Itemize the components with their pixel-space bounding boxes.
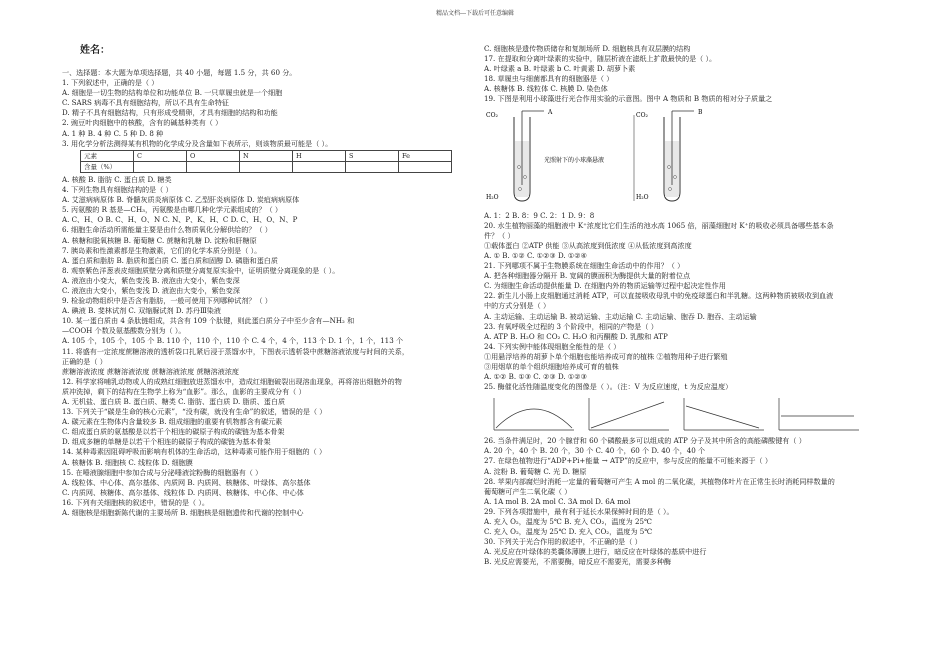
question-line: 7. 胰岛素和性激素都是生物激素，它们的化学本质分别是（ ）。 — [62, 245, 262, 255]
question-line: A. 线粒体、中心体、高尔基体、内质网 B. 内质网、核糖体、叶绿体、高尔基体 — [62, 477, 311, 487]
question-line: A. ① B. ①② C. ①②③ D. ①②④ — [484, 250, 587, 260]
question-line: A. 蛋白质和脂肪 B. 脂质和蛋白质 C. 蛋白质和固醇 D. 磷脂和蛋白质 — [62, 255, 278, 265]
element-table — [80, 150, 452, 173]
table-cell: Fe — [399, 150, 452, 161]
question-line: 13. 下列关于“碳是生命的核心元素”，“没有碳，就没有生命”的叙述，错误的是（ ） — [62, 407, 327, 417]
question-line: 23. 有氧呼吸全过程的 3 个阶段中，相同的产物是（ ） — [484, 321, 658, 331]
table-cell: O — [187, 150, 240, 161]
question-line: 28. 苹果内部腐烂时消耗一定量的葡萄糖可产生 A mol 的二氧化碳，其植物体叶片在正常生长时消耗同样数量的 — [484, 476, 835, 486]
question-line: A. 核酸 B. 脂肪 C. 蛋白质 D. 糖类 — [62, 174, 172, 184]
question-line: 11. 将盛有一定浓度蔗糖溶液的透析袋口扎紧后浸于蒸馏水中，下图表示透析袋中蔗糖溶液浓度与时间的关系， — [62, 346, 409, 356]
table-cell — [187, 161, 240, 172]
question-line: 21. 下列哪项不属于生物膜系统在细胞生命活动中的作用？（ ） — [484, 261, 685, 271]
question-line: ①载体蛋白 ②ATP 供能 ③从高浓度到低浓度 ④从低浓度到高浓度 — [484, 240, 692, 250]
question-line: A. 1：2 B. 8：9 C. 2：1 D. 9：8 — [484, 210, 595, 220]
question-line: A. 细胞是一切生物的结构单位和功能单位 B. 一只草履虫就是一个细胞 — [62, 88, 283, 98]
enzyme-temperature-graphs — [484, 394, 876, 434]
question-line: 8. 观察紫色洋葱表皮细胞质壁分离和质壁分离复原实验中，证明质壁分离现象的是（ ）。 — [62, 265, 340, 275]
question-line: 9. 检验动物组织中是否含有脂肪，一般可使用下列哪种试剂？（ ） — [62, 296, 272, 306]
table-cell: C — [134, 150, 187, 161]
question-line: 葡萄糖可产生二氧化碳（ ） — [484, 486, 572, 496]
question-line: C. 液泡由大变小，紫色变浅 D. 液泡由大变小，紫色变深 — [62, 285, 240, 295]
question-line: A. 1A mol B. 2A mol C. 3A mol D. 6A mol — [484, 496, 631, 506]
table-cell — [346, 161, 399, 172]
question-line: A. ①② B. ①③ C. ②③ D. ①②③ — [484, 372, 587, 382]
enzyme-graph-set — [484, 394, 864, 434]
question-line: ①用悬浮培养的胡萝卜单个细胞也能培养成可育的植株 ②植物用种子进行繁殖 — [484, 351, 728, 361]
question-line: 19. 下图是利用小球藻进行光合作用实验的示意图。图中 A 物质和 B 物质的相对分子质量之 — [484, 94, 773, 104]
question-line: C. 组成蛋白质的氨基酸是以若干个相连的碳原子构成的碳链为基本骨架 — [62, 427, 285, 437]
question-line: 6. 细胞生命活动所需能量主要是由什么物质氧化分解供给的？（ ） — [62, 225, 272, 235]
question-line: A. 105 个，105 个，105 个 B. 110 个，110 个，110 个 C. 4 个，4 个，113 个 D. 1 个，1 个，113 个 — [62, 336, 404, 346]
question-line: A. 碳元素在生物体内含量较多 B. 组成细胞的重要有机物都含有碳元素 — [62, 417, 283, 427]
question-line: C. 内质网、核糖体、高尔基体、线粒体 D. 内质网、核糖体、中心体、中心体 — [62, 487, 304, 497]
question-line: ③用烟草的单个组织细胞培养成可育的植株 — [484, 361, 619, 371]
question-line: 24. 下列实例中能体现细胞全能性的是（ ） — [484, 341, 621, 351]
question-line: 质冲洗掉，剩下的结构在生物学上称为“血影”。那么，血影的主要成分有（ ） — [62, 386, 306, 396]
question-line: A. 核糖体 B. 线粒体 C. 核膜 D. 染色体 — [484, 84, 608, 94]
question-line: 5. 丙氨酸的 R 基是—CH₃，丙氨酸是由哪几种化学元素组成的？（ ） — [62, 205, 283, 215]
h2o-label-left: H₂O — [486, 193, 499, 201]
question-line: A. 主动运输、主动运输 B. 被动运输、主动运输 C. 主动运输、胞吞 D. 胞吞、主动运输 — [484, 311, 757, 321]
question-line: D. 组成多糖的单糖是以若干个相连的碳原子构成的碳链为基本骨架 — [62, 437, 271, 447]
question-line: 18. 草履虫与细菌都具有的细胞器是（ ） — [484, 74, 614, 84]
table-cell: H — [293, 150, 346, 161]
question-line: A. C、H、O B. C、H、O、N C. N、P、K、H、C D. C、H、O、N、P — [62, 215, 298, 225]
co2-label-left: CO₂ — [486, 111, 498, 119]
question-line: 正确的是（ ） — [62, 356, 107, 366]
algae-experiment-figure — [484, 107, 876, 209]
question-line: 20. 水生植物丽藻的细胞液中 K⁺浓度比它们生活的池水高 1065 倍，丽藻细胞对 K⁺的吸收必须具备哪些基本条 — [484, 220, 834, 230]
question-line: 25. 酶催化活性随温度变化的图像是（ ）。（注：V 为反应速度，t 为反应温度） — [484, 382, 733, 392]
question-line: 30. 下列关于光合作用的叙述中，不正确的是（ ） — [484, 537, 642, 547]
question-line: 26. 当条件满足时，20 个腺苷和 60 个磷酸最多可以组成的 ATP 分子及其中所含的高能磷酸键有（ ） — [484, 436, 806, 446]
question-line: A. 液泡由小变大，紫色变浅 B. 液泡由大变小，紫色变深 — [62, 275, 240, 285]
question-line: A. 细胞核是细胞新陈代谢的主要场所 B. 细胞核是细胞遗传和代谢的控制中心 — [62, 508, 304, 518]
name-label: 姓名： — [80, 45, 110, 56]
table-cell — [293, 161, 346, 172]
question-line: 10. 某一蛋白质由 4 条肽链组成，共含有 109 个肽键，则此蛋白质分子中至少含有—NH₂ 和 — [62, 316, 355, 326]
table-cell — [134, 161, 187, 172]
question-line: 14. 某种毒素因阻碍呼吸而影响有机体的生命活动，这种毒素可能作用于细胞的（ ） — [62, 447, 327, 457]
question-line: 16. 下列有关细胞核的叙述中，错误的是（ ）。 — [62, 497, 210, 507]
page-header: 精品文档---下载后可任意编辑 — [435, 10, 515, 17]
question-line: 29. 下列各项措施中，最有利于延长水果保鲜时间的是（ ）。 — [484, 506, 674, 516]
question-line: A. 叶绿素 a B. 叶绿素 b C. 叶黄素 D. 胡萝卜素 — [484, 64, 636, 74]
question-line: A. 20 个，40 个 B. 20 个，30 个 C. 40 个，60 个 D. 40 个，40 个 — [484, 446, 706, 456]
question-line: 1. 下列叙述中，正确的是（ ） — [62, 78, 159, 88]
question-line: A. 淀粉 B. 葡萄糖 C. 光 D. 糖原 — [484, 466, 587, 476]
question-line: 蔗糖溶液浓度 蔗糖溶液浓度 蔗糖溶液浓度 蔗糖溶液浓度 — [62, 366, 240, 376]
question-line: 中的方式分别是（ ） — [484, 301, 551, 311]
question-line: A. ATP B. H₂O 和 CO₂ C. H₂O 和丙酮酸 D. 乳酸和 ATP — [484, 331, 668, 341]
question-line: C. 充入 O₂，温度为 25℃ D. 充入 CO₂，温度为 5℃ — [484, 527, 653, 537]
question-line: 15. 在唾液腺细胞中参加合成与分泌唾液淀粉酶的细胞器有（ ） — [62, 467, 263, 477]
table-cell: 元素 — [81, 150, 134, 161]
gas-a-label: A — [548, 108, 553, 116]
question-line: 4. 下列生物具有细胞结构的是（ ） — [62, 185, 173, 195]
question-line: A. 光反应在叶绿体的类囊体薄膜上进行，暗反应在叶绿体的基质中进行 — [484, 547, 707, 557]
question-line: 27. 在绿色植物进行“ADP+Pi+能量 → ATP”的反应中，参与反应的能量不可能来源于（ ） — [484, 456, 772, 466]
question-line: B. 光反应需要光，不需要酶，暗反应不需要光，需要多种酶 — [484, 557, 672, 567]
question-line: 3. 用化学分析法测得某有机物的化学成分及含量如下表所示，则该物质最可能是（ ）。 — [62, 138, 333, 148]
question-line: 件？（ ） — [484, 230, 515, 240]
question-line: 一、选择题：本大题为单项选择题，共 40 小题，每题 1.5 分，共 60 分。 — [62, 68, 297, 77]
table-cell: S — [346, 150, 399, 161]
table-cell — [399, 161, 452, 172]
question-line: D. 精子不具有细胞结构，只有形成受精卵，才具有细胞的结构和功能 — [62, 108, 278, 118]
question-line: A. 充入 O₂，温度为 5℃ B. 充入 CO₂，温度为 25℃ — [484, 517, 652, 526]
question-line: A. 碘液 B. 斐林试剂 C. 双缩脲试剂 D. 苏丹Ⅲ染液 — [62, 306, 221, 316]
test-tube-diagram — [484, 107, 784, 207]
right-column — [484, 44, 876, 567]
table-cell: N — [240, 150, 293, 161]
question-line: C. 为细胞生命活动提供能量 D. 在细胞内外的物质运输等过程中起决定性作用 — [484, 281, 726, 291]
question-line: A. 把各种细胞器分隔开 B. 宽阔的膜面积为酶提供大量的附着位点 — [484, 271, 691, 281]
gas-b-label: B — [698, 108, 703, 116]
question-line: A. 无机盐、蛋白质 B. 蛋白质、糖类 C. 脂肪、蛋白质 D. 脂质、蛋白质 — [62, 397, 286, 406]
question-line: 12. 科学家将哺乳动物或人的成熟红细胞放进蒸馏水中，造成红细胞破裂出现溶血现象，再将溶出细胞外的物 — [62, 376, 402, 386]
question-line: A. 1 种 B. 4 种 C. 5 种 D. 8 种 — [62, 128, 164, 138]
table-cell: 含量（%） — [81, 161, 134, 172]
table-cell — [240, 161, 293, 172]
h2o-label-right: H₂O — [636, 193, 649, 201]
question-line: A. 核糖体 B. 细胞核 C. 线粒体 D. 细胞膜 — [62, 457, 193, 467]
question-line: A. 核糖和脱氧核糖 B. 葡萄糖 C. 蔗糖和乳糖 D. 淀粉和肝糖原 — [62, 235, 257, 245]
question-line: 17. 在提取和分离叶绿素的实验中，随层析液在滤纸上扩散最快的是（ ）。 — [484, 54, 717, 64]
co2-label-right: CO₂ — [636, 111, 648, 119]
question-line: 22. 新生儿小肠上皮细胞通过消耗 ATP，可以直接吸收母乳中的免疫球蛋白和半乳糖。这两种物质被吸收到血液 — [484, 291, 834, 301]
question-line: C. 细胞核是遗传物质储存和复制场所 D. 细胞核具有双层膜的结构 — [484, 44, 691, 53]
light-label: 光照射下的小球藻悬液 — [544, 156, 605, 164]
left-column — [62, 40, 452, 518]
question-line: 2. 豌豆叶肉细胞中的核酸，含有的碱基种类有（ ） — [62, 118, 223, 128]
question-line: —COOH 个数及氨基酸数分别为（ ）。 — [62, 326, 186, 336]
question-line: A. 艾滋病病原体 B. 脊髓灰质炎病原体 C. 乙型肝炎病原体 D. 炭疽病病原体 — [62, 195, 300, 205]
question-line: C. SARS 病毒不具有细胞结构，所以不具有生命特征 — [62, 98, 229, 108]
